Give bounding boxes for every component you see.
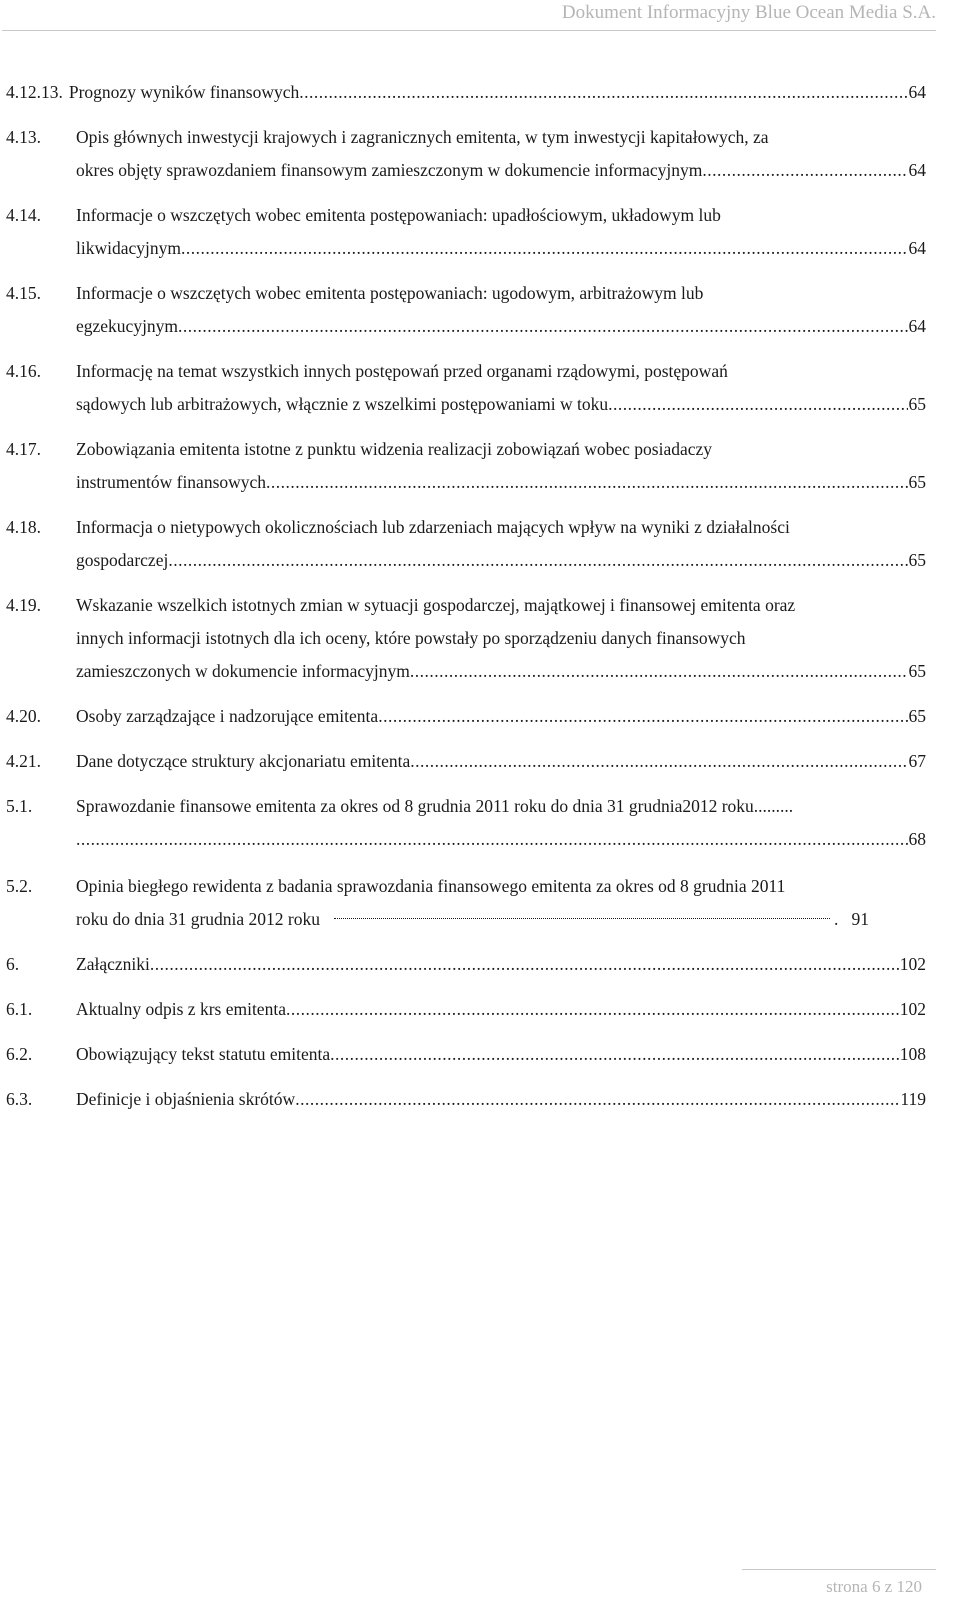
toc-entry-page: 102 [899, 954, 926, 974]
toc-entry-page: 65 [908, 661, 926, 681]
toc-entry-title-line: innych informacji istotnych dla ich oceny, które powstały po sporządzeniu danych finansowych [76, 628, 746, 648]
toc-leader-dots [410, 655, 908, 688]
toc-entry-page: 65 [908, 394, 926, 414]
toc-leader-dots [295, 1083, 899, 1116]
table-of-contents [6, 76, 926, 1116]
toc-leader-dots [702, 154, 907, 187]
page-number-footer: strona 6 z 120 [826, 1577, 922, 1596]
toc-leader-dots [76, 823, 908, 856]
toc-entry-page: 65 [908, 550, 926, 570]
toc-entry[interactable] [6, 589, 926, 688]
toc-entry-title: Obowiązujący tekst statutu emitenta [76, 1044, 331, 1064]
toc-leader-dots [608, 388, 907, 421]
toc-entry-title-line: Informacje o wszczętych wobec emitenta postępowaniach: upadłościowym, układowym lub [76, 205, 721, 225]
toc-entry-number: 4.12.13. [6, 82, 63, 102]
toc-entry-page: 65 [908, 472, 926, 492]
toc-entry-page: 119 [900, 1089, 926, 1109]
toc-entry-number: 4.18. [6, 517, 41, 537]
toc-entry-page: 64 [908, 238, 926, 258]
toc-entry-title-line: egzekucyjnym [76, 316, 179, 336]
toc-entry-title-line: Sprawozdanie finansowe emitenta za okres od 8 grudnia 2011 roku do dnia 31 grudnia2012 roku......... [76, 796, 794, 816]
toc-entry[interactable] [6, 745, 926, 778]
toc-entry[interactable] [6, 870, 926, 936]
toc-entry-title: Dane dotyczące struktury akcjonariatu emitenta [76, 751, 411, 771]
toc-entry-number: 4.17. [6, 439, 41, 459]
toc-entry-page: 65 [908, 706, 926, 726]
document-header-title: Dokument Informacyjny Blue Ocean Media S.A. [561, 2, 936, 23]
toc-entry-page: 64 [908, 316, 926, 336]
toc-leader-period: . [834, 909, 839, 929]
toc-entry-title-line: instrumentów finansowych [76, 472, 267, 492]
toc-entry[interactable] [6, 1038, 926, 1071]
toc-entry-number: 5.2. [6, 876, 33, 896]
toc-entry-number: 6. [6, 954, 20, 974]
toc-entry-title: Prognozy wyników finansowych [68, 82, 300, 102]
toc-entry[interactable] [6, 433, 926, 499]
toc-entry[interactable] [6, 1083, 926, 1116]
toc-leader-dots [334, 918, 830, 919]
toc-leader-dots [168, 544, 907, 577]
toc-entry[interactable] [6, 121, 926, 187]
toc-entry-title-line: Informację na temat wszystkich innych postępowań przed organami rządowymi, postępowań [76, 361, 728, 381]
toc-entry-number: 4.15. [6, 283, 41, 303]
toc-entry[interactable] [6, 277, 926, 343]
toc-entry-title: Aktualny odpis z krs emitenta [76, 999, 286, 1019]
toc-entry-title-line: roku do dnia 31 grudnia 2012 roku [76, 909, 320, 929]
toc-entry-page: 102 [899, 999, 926, 1019]
toc-entry-number: 4.20. [6, 706, 41, 726]
toc-leader-dots [378, 700, 907, 733]
toc-entry-title-line: Zobowiązania emitenta istotne z punktu widzenia realizacji zobowiązań wobec posiadaczy [76, 439, 713, 459]
toc-entry-number: 6.1. [6, 999, 33, 1019]
toc-entry[interactable] [6, 355, 926, 421]
toc-entry-page: 68 [908, 829, 926, 849]
toc-entry[interactable] [6, 790, 926, 856]
toc-entry-title-line: Opinia biegłego rewidenta z badania sprawozdania finansowego emitenta za okres od 8 grudnia 2011 [76, 876, 786, 896]
toc-entry-page: 64 [908, 160, 926, 180]
toc-entry[interactable] [6, 948, 926, 981]
footer-divider [742, 1569, 936, 1570]
toc-leader-dots [299, 76, 907, 109]
toc-entry-title-line: likwidacyjnym [76, 238, 181, 258]
toc-entry-title-line: Informacja o nietypowych okolicznościach lub zdarzeniach mających wpływ na wyniki z działalności [76, 517, 790, 537]
toc-leader-dots [286, 993, 899, 1026]
toc-entry-title: Definicje i objaśnienia skrótów [76, 1089, 296, 1109]
toc-entry-page: 64 [908, 82, 926, 102]
toc-entry-title-line: zamieszczonych w dokumencie informacyjnym [76, 661, 410, 681]
toc-entry-number: 4.14. [6, 205, 41, 225]
toc-entry-title-line: gospodarczej [76, 550, 169, 570]
toc-entry-number: 4.19. [6, 595, 41, 615]
toc-leader-dots [181, 232, 908, 265]
toc-entry[interactable] [6, 700, 926, 733]
toc-entry-number: 4.13. [6, 127, 41, 147]
toc-entry-page: 91 [851, 909, 869, 929]
toc-entry-number: 4.16. [6, 361, 41, 381]
toc-leader-dots [178, 310, 907, 343]
toc-entry-number: 6.2. [6, 1044, 33, 1064]
toc-entry-title-line: Wskazanie wszelkich istotnych zmian w sytuacji gospodarczej, majątkowej i finansowej emitenta oraz [76, 595, 796, 615]
toc-entry[interactable] [6, 76, 926, 109]
toc-leader-dots [330, 1038, 899, 1071]
toc-entry-title: Osoby zarządzające i nadzorujące emitenta [76, 706, 379, 726]
toc-entry[interactable] [6, 993, 926, 1026]
toc-leader-dots [410, 745, 907, 778]
toc-entry-title-line: sądowych lub arbitrażowych, włącznie z wszelkimi postępowaniami w toku [76, 394, 609, 414]
toc-entry-page: 67 [908, 751, 926, 771]
toc-entry-number: 4.21. [6, 751, 41, 771]
toc-leader-dots [266, 466, 907, 499]
header-divider [2, 30, 936, 31]
toc-entry-title-line: okres objęty sprawozdaniem finansowym zamieszczonym w dokumencie informacyjnym [76, 160, 703, 180]
toc-entry-number: 5.1. [6, 796, 33, 816]
toc-leader-dots [150, 948, 899, 981]
toc-entry-title-line: Informacje o wszczętych wobec emitenta postępowaniach: ugodowym, arbitrażowym lub [76, 283, 704, 303]
toc-entry[interactable] [6, 199, 926, 265]
toc-entry-number: 6.3. [6, 1089, 33, 1109]
toc-entry-title-line: Opis głównych inwestycji krajowych i zagranicznych emitenta, w tym inwestycji kapitałowych, za [76, 127, 769, 147]
toc-entry-title: Załączniki [76, 954, 150, 974]
toc-entry-page: 108 [899, 1044, 926, 1064]
toc-entry[interactable] [6, 511, 926, 577]
